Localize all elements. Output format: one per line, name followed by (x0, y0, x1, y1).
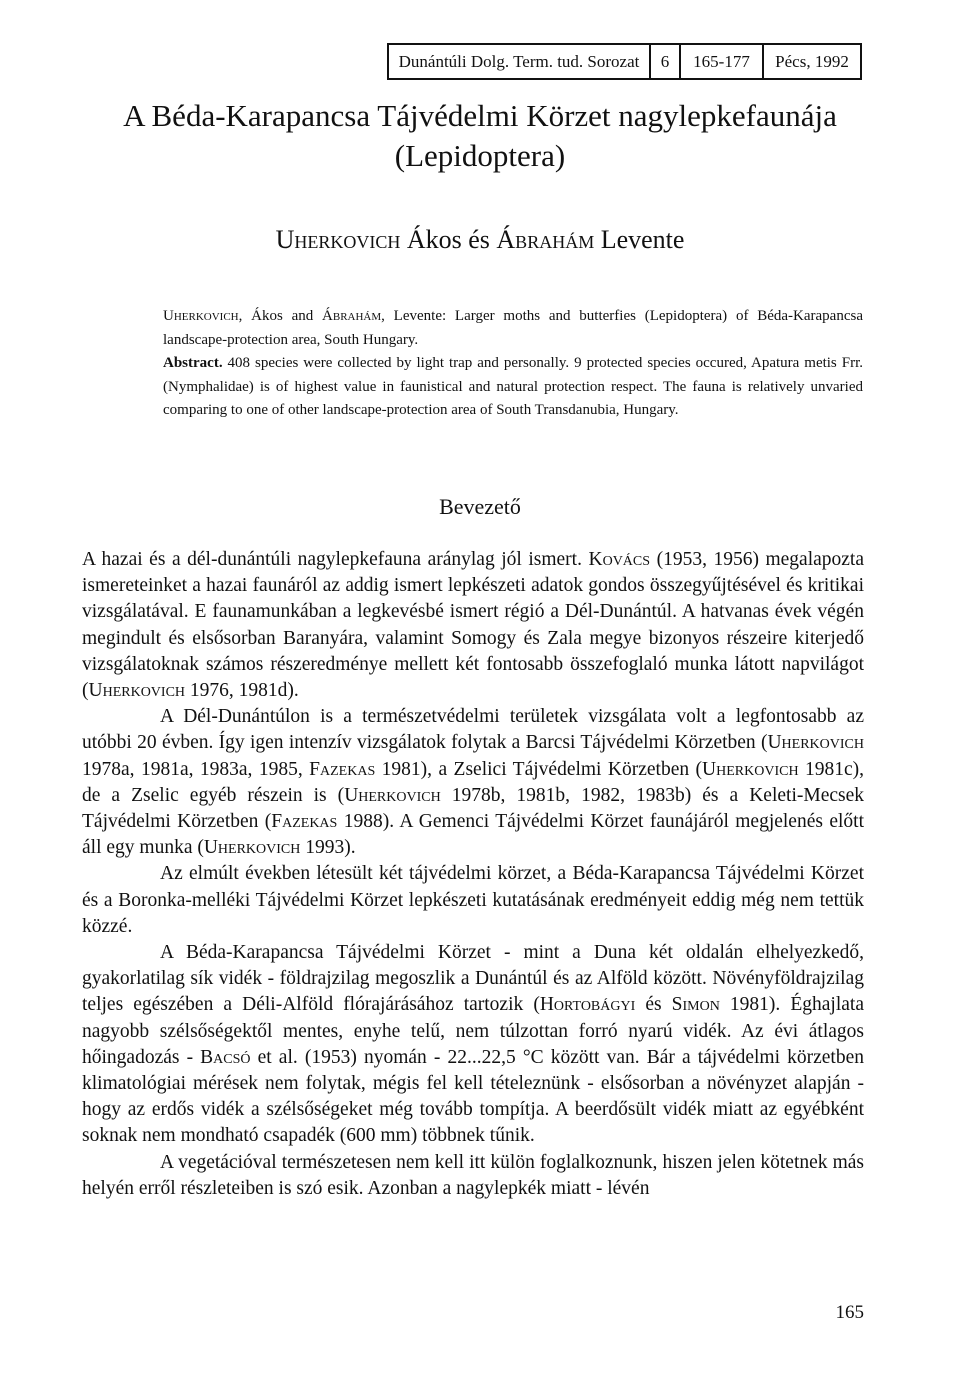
p2-text-5: 1978b, 1981b, 1982, 1983b) és a Keleti-Mecsek Tájvédelmi Körzetben ( (82, 784, 864, 833)
volume-number: 6 (651, 45, 681, 78)
paragraph-3: Az elmúlt években létesült két tájvédelmi körzet, a Béda-Karapancsa Tájvédelmi Körzet és a Boronka-melléki Tájvédelmi Körzet lepkészeti kutatásának eredményeit eddig még nem tettük közzé. (82, 863, 864, 937)
article-title (40, 96, 920, 176)
p1-author-1: Kovács (588, 549, 651, 570)
p1-text-2: (1953, 1956) megalapozta ismereteinket a hazai faunáról az addig ismert lepkészeti adatok gondos összegyűjtésével és kritikai vizsgálatával. E faunamunkában a legkevésbé ismert régió a Dél-Dunántúl. A hatvanas évek végén megindult és elsősorban Baranyára, valamint Somogy és Zala megye bizonyos részeire kiterjedő vizsgálatoknak számos részeredménye mellett két fontosabb összefoglaló munka látott napvilágot ( (82, 549, 865, 702)
p4-text-3: 1981). Éghajlata nagyobb szélsőségektől mentes, enyhe telű, nem túlzottan forró nyarú vidék. Az évi átlagos hőingadozás - (82, 994, 864, 1068)
title-line-2: (Lepidoptera) (394, 138, 566, 173)
paragraph-2 (82, 704, 864, 861)
p4-author-2: Simon (671, 994, 720, 1016)
p2-author-4: Uherkovich (344, 784, 441, 806)
author-2-rest: Levente (594, 225, 685, 254)
body-text (82, 547, 864, 1202)
citation-author-1: Uherkovich (163, 308, 239, 324)
p1-author-2: Uherkovich (88, 680, 186, 702)
abstract-citation (163, 305, 863, 352)
p2-text-7: 1993). (300, 837, 356, 859)
abstract-label: Abstract. (163, 355, 223, 371)
p4-author-1: Hortobágyi (539, 994, 636, 1016)
author-1-rest: Ákos és (400, 225, 497, 254)
p2-author-5: Fazekas (271, 811, 338, 833)
page-range: 165-177 (681, 45, 764, 78)
p1-text-3: 1976, 1981d). (185, 680, 299, 702)
p2-author-6: Uherkovich (203, 837, 301, 859)
abstract-block (163, 305, 863, 423)
p2-author-1: Uherkovich (767, 732, 864, 754)
journal-name: Dunántúli Dolg. Term. tud. Sorozat (389, 45, 651, 78)
page-number: 165 (835, 1302, 864, 1323)
section-heading: Bevezető (439, 494, 521, 519)
author-line (40, 225, 920, 255)
abstract-body: 408 species were collected by light trap and personally. 9 protected species occured, Apatura metis Frr. (Nymphalidae) is of highest value in faunistical and natural protection respect. The fauna is relatively unvaried comparing to one of other landscape-protection area of South Transdanubia, Hungary. (163, 355, 863, 418)
paragraph-1 (82, 547, 864, 704)
paragraph-5: A vegetációval természetesen nem kell itt külön foglalkoznunk, hiszen jelen kötetnek más helyén erről részleteiben is szó esik. Azonban a nagylepkék miatt - lévén (82, 1151, 864, 1199)
p4-text-4: et al. (1953) nyomán - 22...22,5 °C között van. Bár a tájvédelmi körzetben klimatológiai mérések nem folytak, mégis fel kell tételeznünk - elsősorban a növényzet alapján - hogy az erdős vidék a szélsőségeket még tovább tompítja. A beerdősült vidék miatt az egyébként soknak nem mondható csapadék (600 mm) többnek tűnik. (82, 1046, 864, 1147)
journal-header-box (387, 43, 862, 80)
p2-text-4: 1981c), de a Zselic egyéb részein is ( (82, 758, 865, 806)
paragraph-4 (82, 940, 864, 1150)
p2-text-6: 1988). A Gemenci Tájvédelmi Körzet faunájáról megjelenés előtt áll egy munka ( (82, 811, 864, 859)
p4-text-1: A Béda-Karapancsa Tájvédelmi Körzet - mint a Duna két oldalán elhelyezkedő, gyakorlatilag sík vidék - földrajzilag megoszlik a Dunántúl és az Alföld között. Növényföldrajzilag teljes egészében a Déli-Alföld flórajárásához tartozik ( (82, 942, 864, 1016)
p2-author-2: Fazekas (309, 758, 376, 780)
p2-author-3: Uherkovich (702, 758, 799, 780)
title-line-1: A Béda-Karapancsa Tájvédelmi Körzet nagylepkefaunája (123, 98, 837, 133)
p2-text-3: 1981), a Zselici Tájvédelmi Körzetben ( (375, 758, 703, 780)
p4-text-2: és (635, 994, 672, 1016)
citation-text-2: , Levente: Larger moths and butterfies (Lepidoptera) of Béda-Karapancsa landscape-protection area, South Hungary. (163, 308, 863, 348)
p1-text-1: A hazai és a dél-dunántúli nagylepkefauna aránylag jól ismert. (82, 549, 589, 570)
p4-author-3: Bacsó (200, 1046, 251, 1068)
p2-text-2: 1978a, 1981a, 1983a, 1985, (82, 758, 310, 780)
abstract-text (163, 352, 863, 423)
author-1-surname: Uherkovich (275, 225, 401, 254)
citation-author-2: Ábrahám (322, 308, 382, 324)
p2-text-1: A Dél-Dunántúlon is a természetvédelmi területek vizsgálata volt a legfontosabb az utóbbi 20 évben. Így igen intenzív vizsgálatok folytak a Barcsi Tájvédelmi Körzetben ( (82, 706, 864, 754)
place-year: Pécs, 1992 (775, 51, 849, 71)
author-2-surname: Ábrahám (496, 225, 595, 254)
citation-text-1: , Ákos and (238, 308, 323, 324)
